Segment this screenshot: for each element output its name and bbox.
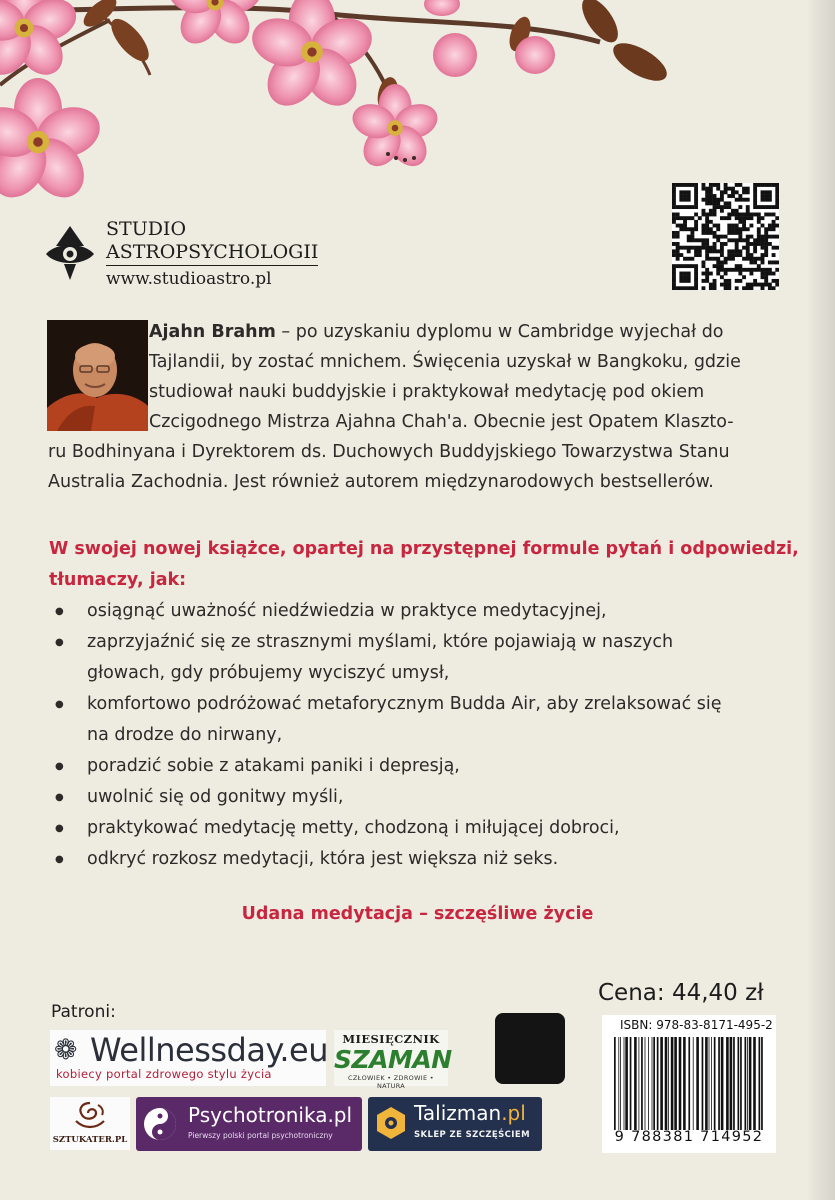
talizman-logo [368, 1097, 542, 1151]
publisher-name-line1: STUDIO [106, 218, 187, 240]
book-intro [49, 534, 799, 596]
author-name: Ajahn Brahm [149, 322, 276, 342]
barcode-digits: 9 788381 714952 [614, 1129, 764, 1145]
list-item [49, 844, 789, 875]
list-item-text: ● osiągnąć uważność niedźwiedzia w praktyce medytacyjnej, [87, 601, 607, 621]
author-bio-line: ru Bodhinyana i Dyrektorem ds. Duchowych Buddyjskiego Towarzystwa Stanu [48, 442, 730, 462]
isbn-barcode [602, 1015, 776, 1153]
author-bio-line [48, 317, 788, 347]
cherry-blossom-illustration [0, 0, 700, 210]
wellnessday-subtitle: kobiecy portal zdrowego stylu życia [56, 1067, 272, 1081]
list-item-text: ● zaprzyjaźnić się ze strasznymi myślami, które pojawiają w naszych [87, 632, 674, 652]
ornament-icon [72, 1099, 108, 1131]
talizman-domain: .pl [501, 1101, 526, 1125]
flower-icon: ❁ [54, 1033, 78, 1066]
psychotronika-logo [136, 1097, 362, 1151]
amulet-icon [376, 1106, 406, 1140]
cover-edge-shadow [807, 0, 835, 1200]
szaman-top: MIESIĘCZNIK [342, 1032, 440, 1046]
patrons-label: Patroni: [51, 1002, 116, 1022]
price: Cena: 44,40 zł [598, 980, 764, 1006]
list-item [49, 596, 789, 627]
list-item-text: ● odkryć rozkosz medytacji, która jest większa niż seks. [87, 849, 559, 869]
publisher-name [106, 218, 318, 264]
psychotronika-name: Psychotronika.pl [188, 1103, 353, 1127]
list-item-text: ● uwolnić się od gonitwy myśli, [87, 787, 344, 807]
list-item [49, 689, 789, 751]
psychotronika-subtitle: Pierwszy polski portal psychotroniczny [188, 1131, 333, 1140]
list-item-text: ● komfortowo podróżować metaforycznym Budda Air, aby zrelaksować się [87, 694, 722, 714]
talizman-name-text: Talizman [414, 1101, 502, 1125]
list-item-text: głowach, gdy próbujemy wyciszyć umysł, [87, 663, 450, 683]
author-bio-line: Australia Zachodnia. Jest również autorem międzynarodowych bestsellerów. [48, 472, 714, 492]
book-topics-list [49, 596, 789, 875]
yin-yang-icon [142, 1106, 178, 1142]
qr-code-icon [672, 183, 779, 290]
list-item [49, 627, 789, 689]
list-item [49, 782, 789, 813]
szaman-logo [334, 1030, 452, 1090]
sztukater-logo [50, 1097, 130, 1150]
book-intro-line: tłumaczy, jak: [49, 570, 187, 590]
list-item-text: ● praktykować medytację metty, chodzoną i miłującej dobroci, [87, 818, 620, 838]
list-item [49, 751, 789, 782]
publisher-url: www.studioastro.pl [106, 269, 272, 289]
isbn-number: ISBN: 978-83-8171-495-2 [620, 1018, 773, 1032]
list-item-text: ● poradzić sobie z atakami paniki i depresją, [87, 756, 460, 776]
wellnessday-name: Wellnessday.eu [90, 1031, 328, 1069]
author-bio-line: Czcigodnego Mistrza Ajahna Chah'a. Obecnie jest Opatem Klaszto- [149, 412, 734, 432]
author-bio-line: studiował nauki buddyjskie i praktykował medytację pod okiem [149, 382, 705, 402]
author-bio-first-line: – po uzyskaniu dyplomu w Cambridge wyjechał do [275, 322, 724, 342]
book-intro-line: W swojej nowej książce, opartej na przystępnej formule pytań i odpowiedzi, [49, 539, 799, 559]
sztukater-name: SZTUKATER.PL [52, 1135, 128, 1145]
dark-square-mark [495, 1013, 565, 1084]
szaman-main: SZAMAN [334, 1045, 452, 1074]
tagline: Udana medytacja – szczęśliwe życie [241, 904, 594, 924]
publisher-name-line2: ASTROPSYCHOLOGII [106, 241, 319, 263]
barcode-icon [614, 1037, 766, 1130]
wellnessday-logo [50, 1030, 326, 1086]
list-item-text: na drodze do nirwany, [87, 725, 283, 745]
lotus-eye-icon [44, 224, 96, 282]
author-bio [48, 317, 788, 497]
list-item [49, 813, 789, 844]
publisher-divider [106, 265, 318, 266]
szaman-subtitle: CZŁOWIEK • ZDROWIE • NATURA [348, 1074, 434, 1090]
talizman-subtitle: SKLEP ZE SZCZĘŚCIEM [414, 1130, 530, 1140]
talizman-name [414, 1101, 526, 1125]
author-bio-line: Tajlandii, by zostać mnichem. Święcenia uzyskał w Bangkoku, gdzie [149, 352, 741, 372]
